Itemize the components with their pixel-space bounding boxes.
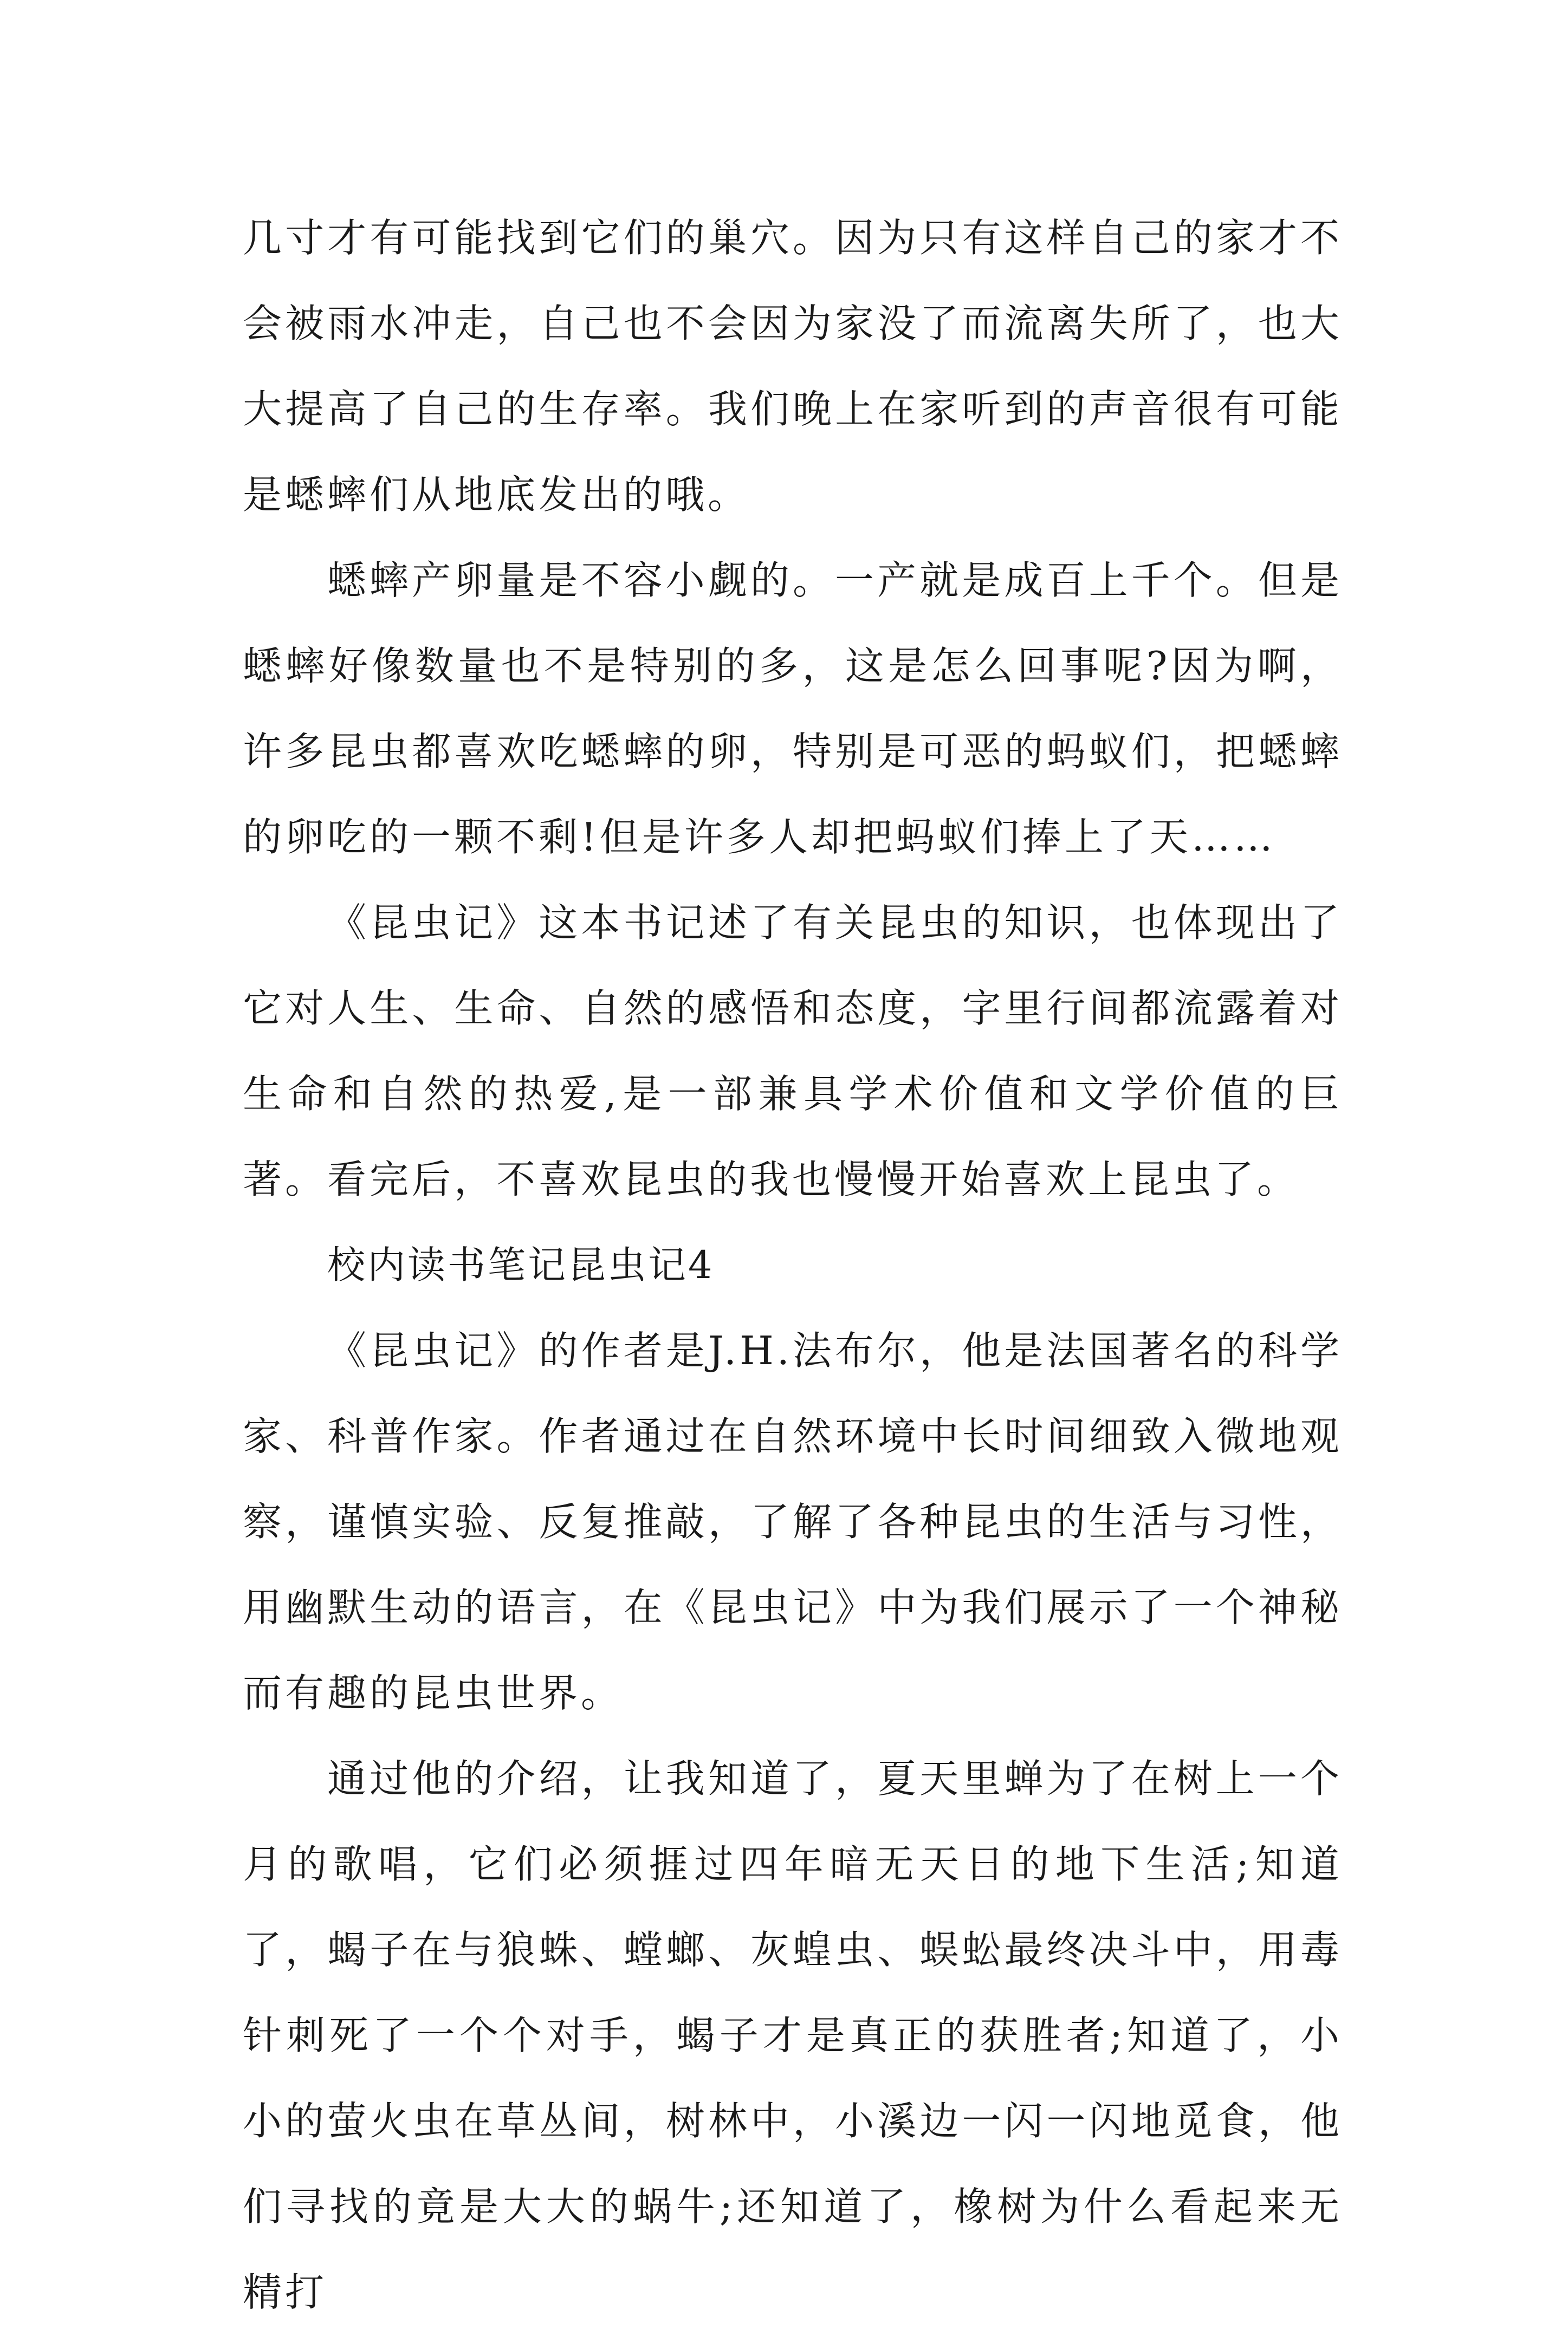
paragraph-5: 通过他的介绍，让我知道了，夏天里蝉为了在树上一个月的歌唱，它们必须捱过四年暗无天日的地下生活;知道了，蝎子在与狼蛛、螳螂、灰蝗虫、蜈蚣最终决斗中，用毒针刺死了一个个对手，蝎子才是真正的获胜者;知道了，小小的萤火虫在草丛间，树林中，小溪边一闪一闪地觅食，他们寻找的竟是大大的蜗牛;还知道了，橡树为什么看起来无精打 — [243, 1756, 1343, 2315]
document-body — [243, 195, 1343, 2335]
paragraph-3: 《昆虫记》这本书记述了有关昆虫的知识，也体现出了它对人生、生命、自然的感悟和态度，字里行间都流露着对生命和自然的热爱,是一部兼具学术价值和文学价值的巨著。看完后，不喜欢昆虫的我也慢慢开始喜欢上昆虫了。 — [243, 900, 1343, 1202]
paragraph-2: 蟋蟀产卵量是不容小觑的。一产就是成百上千个。但是蟋蟀好像数量也不是特别的多，这是怎么回事呢?因为啊，许多昆虫都喜欢吃蟋蟀的卵，特别是可恶的蚂蚁们，把蟋蟀的卵吃的一颗不剩!但是许多人却把蚂蚁们捧上了天…… — [243, 557, 1343, 860]
paragraph-1: 几寸才有可能找到它们的巢穴。因为只有这样自己的家才不会被雨水冲走，自己也不会因为家没了而流离失所了，也大大提高了自己的生存率。我们晚上在家听到的声音很有可能是蟋蟀们从地底发出的哦。 — [243, 215, 1343, 517]
section-heading: 校内读书笔记昆虫记4 — [327, 1243, 715, 1287]
paragraph-4: 《昆虫记》的作者是J.H.法布尔，他是法国著名的科学家、科普作家。作者通过在自然环境中长时间细致入微地观察，谨慎实验、反复推敲，了解了各种昆虫的生活与习性，用幽默生动的语言，在《昆虫记》中为我们展示了一个神秘而有趣的昆虫世界。 — [243, 1328, 1343, 1716]
